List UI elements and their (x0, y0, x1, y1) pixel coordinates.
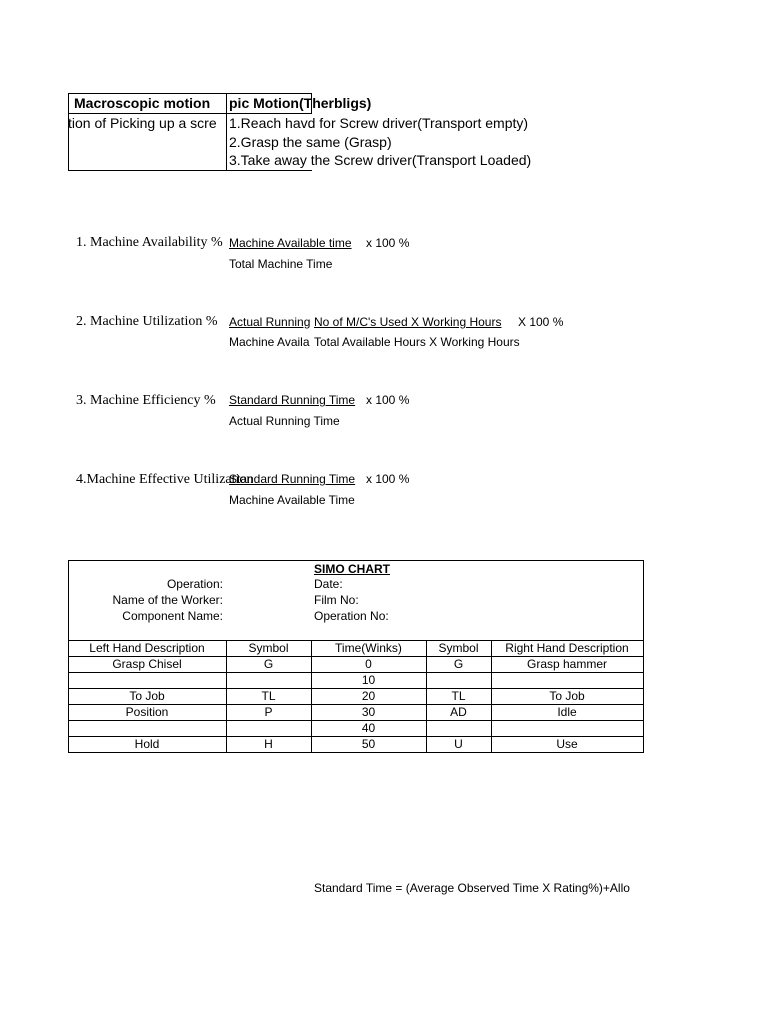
formula-label: 1. Machine Availability % (76, 235, 223, 250)
formula-numerator: Standard Running Time (229, 393, 356, 407)
table-cell: 30 (361, 705, 376, 719)
table-cell: To Job (129, 689, 165, 703)
formula-numerator: Standard Running Time (229, 472, 356, 486)
column-header: Symbol (438, 641, 479, 655)
formula-numerator-left: Actual Running (229, 315, 311, 329)
table-cell: To Job (549, 689, 585, 703)
simo-title: SIMO CHART (314, 562, 390, 576)
simo-field-operation-no: Operation No: (314, 609, 389, 623)
table-cell: AD (450, 705, 467, 719)
table-cell: 40 (361, 721, 376, 735)
formula-label: 3. Machine Efficiency % (76, 393, 216, 408)
formula-multiplier: x 100 % (366, 472, 410, 486)
therblig-header-right: pic Motion(Therbligs) (229, 95, 372, 111)
therblig-operation-cell: tion of Picking up a scre (68, 115, 217, 131)
formula-label: 4.Machine Effective Utilization (76, 472, 254, 487)
simo-field-film-no: Film No: (314, 593, 359, 607)
table-cell: Hold (134, 737, 160, 751)
formula-denominator: Machine Available Time (229, 493, 355, 507)
formula-numerator-right: No of M/C's Used X Working Hours (314, 315, 502, 329)
table-cell: G (263, 657, 274, 671)
table-cell: 10 (361, 673, 376, 687)
simo-field-component: Component Name: (122, 609, 223, 623)
simo-field-date: Date: (314, 577, 343, 591)
formula-denominator: Actual Running Time (229, 414, 340, 428)
therblig-header-left: Macroscopic motion (74, 95, 211, 111)
table-cell: U (454, 737, 463, 751)
therblig-step-1: 1.Reach havd for Screw driver(Transport empty) (229, 115, 529, 131)
column-header: Time(Winks) (335, 641, 402, 655)
formula-multiplier: X 100 % (518, 315, 564, 329)
formula-label: 2. Machine Utilization % (76, 314, 218, 329)
formula-numerator: Machine Available time (229, 236, 352, 250)
column-header: Right Hand Description (505, 641, 629, 655)
table-cell: Grasp hammer (526, 657, 608, 671)
formula-denominator-right: Total Available Hours X Working Hours (314, 335, 520, 349)
table-cell: Grasp Chisel (112, 657, 182, 671)
table-cell: H (264, 737, 273, 751)
table-cell: 20 (361, 689, 376, 703)
formula-denominator: Total Machine Time (229, 257, 333, 271)
formula-denominator-left: Machine Availa (229, 335, 310, 349)
table-cell: Idle (557, 705, 577, 719)
formula-multiplier: x 100 % (366, 236, 410, 250)
table-cell: G (453, 657, 464, 671)
column-header: Left Hand Description (89, 641, 205, 655)
simo-field-operation: Operation: (166, 577, 223, 591)
table-cell: 0 (365, 657, 372, 671)
therblig-step-3: 3.Take away the Screw driver(Transport Loaded) (229, 152, 532, 168)
formula-multiplier: x 100 % (366, 393, 410, 407)
table-cell: TL (261, 689, 276, 703)
table-cell: TL (451, 689, 466, 703)
standard-time-formula: Standard Time = (Average Observed Time X Rating%)+Allo (314, 881, 630, 895)
table-cell: P (264, 705, 273, 719)
table-cell: 50 (361, 737, 376, 751)
table-cell: Use (556, 737, 578, 751)
table-cell: Position (125, 705, 169, 719)
column-header: Symbol (248, 641, 289, 655)
simo-field-worker: Name of the Worker: (112, 593, 223, 607)
therblig-step-2: 2.Grasp the same (Grasp) (229, 134, 392, 150)
